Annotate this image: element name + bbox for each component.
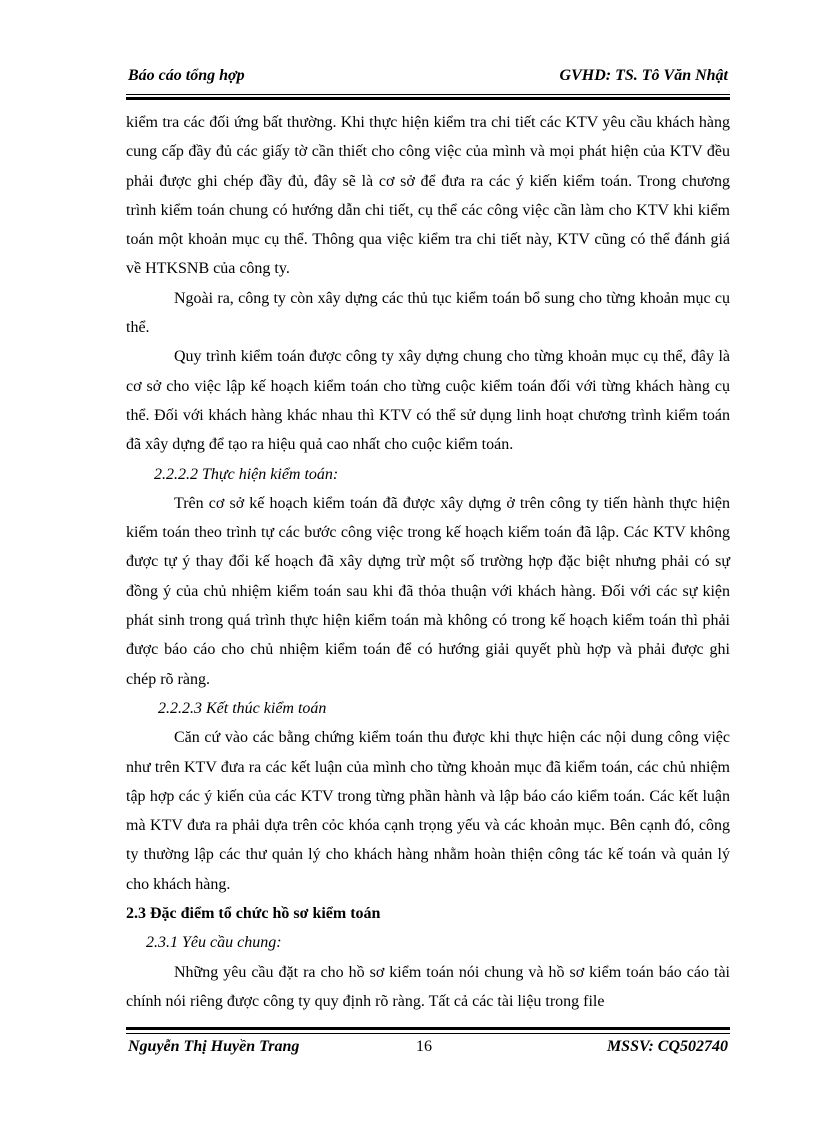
body-paragraph: Căn cứ vào các bằng chứng kiểm toán thu được khi thực hiện các nội dung công việc như trên KTV đưa ra các kết luận của mình cho từng khoản mục đã kiểm toán, các chủ nhiệm tập hợp các ý kiến của các KTV trong từng phần hành và lập báo cáo kiểm toán. Các kết luận mà KTV đưa ra phải dựa trên cỏc khóa cạnh trọng yếu và các khoản mục. Bên cạnh đó, công ty thường lập các thư quản lý cho khách hàng nhằm hoàn thiện công tác kế toán và quản lý cho khách hàng. (126, 729, 730, 893)
body-paragraph: Ngoài ra, công ty còn xây dựng các thủ tục kiểm toán bổ sung cho từng khoản mục cụ thể. (126, 289, 730, 337)
header-rule-thick (126, 97, 730, 100)
page-footer (126, 1038, 730, 1060)
footer-rule-thick (126, 1027, 730, 1030)
subsection-heading: 2.2.2.3 Kết thúc kiểm toán (158, 699, 327, 717)
footer-author: Nguyễn Thị Huyền Trang (128, 1038, 300, 1055)
header-rule-thin (126, 94, 730, 95)
section-heading: 2.3 Đặc điểm tổ chức hồ sơ kiểm toán (126, 905, 381, 923)
body-paragraph: Quy trình kiểm toán được công ty xây dựng chung cho từng khoản mục cụ thể, đây là cơ sở cho việc lập kế hoạch kiểm toán cho từng cuộc kiểm toán đối với từng khách hàng cụ thể. Đối với khách hàng khác nhau thì KTV có thể sử dụng linh hoạt chương trình kiểm toán đã xây dựng để tạo ra hiệu quả cao nhất cho cuộc kiểm toán. (126, 348, 730, 454)
subsection-heading: 2.2.2.2 Thực hiện kiểm toán: (154, 465, 339, 483)
header-title: Báo cáo tổng hợp (128, 67, 245, 84)
header-supervisor: GVHD: TS. Tô Văn Nhật (559, 67, 728, 84)
body-paragraph: Trên cơ sở kế hoạch kiểm toán đã được xây dựng ở trên công ty tiến hành thực hiện kiểm toán theo trình tự các bước công việc trong kế hoạch kiểm toán đã lập. Các KTV không được tự ý thay đổi kế hoạch đã xây dựng trừ một số trường hợp đặc biệt nhưng phải có sự đồng ý của chủ nhiệm kiểm toán sau khi đã thỏa thuận với khách hàng. Đối với các sự kiện phát sinh trong quá trình thực hiện kiểm toán mà không có trong kế hoạch kiểm toán thì phải được báo cáo cho chủ nhiệm kiểm toán để có hướng giải quyết phù hợp và phải được ghi chép rõ ràng. (126, 494, 730, 688)
body-paragraph: kiểm tra các đối ứng bất thường. Khi thực hiện kiểm tra chi tiết các KTV yêu cầu khách hàng cung cấp đầy đủ các giấy tờ cần thiết cho công việc của mình và mọi phát hiện của KTV đều phải được ghi chép đầy đủ, đây sẽ là cơ sở để đưa ra các ý kiến kiểm toán. Trong chương trình kiểm toán chung có hướng dẫn chi tiết, cụ thể các công việc cần làm cho KTV khi kiểm toán một khoản mục cụ thể. Thông qua việc kiểm tra chi tiết này, KTV cũng có thể đánh giá về HTKSNB của công ty. (126, 114, 730, 278)
footer-student-id: MSSV: CQ502740 (606, 1038, 728, 1055)
page-number: 16 (416, 1038, 432, 1055)
body-paragraph: Những yêu cầu đặt ra cho hồ sơ kiểm toán nói chung và hồ sơ kiểm toán báo cáo tài chính nói riêng được công ty quy định rõ ràng. Tất cả các tài liệu trong file (126, 963, 730, 1010)
subsection-heading: 2.3.1 Yêu cầu chung: (146, 934, 282, 952)
footer-rule-thin (126, 1033, 730, 1034)
page-body (126, 108, 730, 1016)
page-header (126, 62, 730, 94)
